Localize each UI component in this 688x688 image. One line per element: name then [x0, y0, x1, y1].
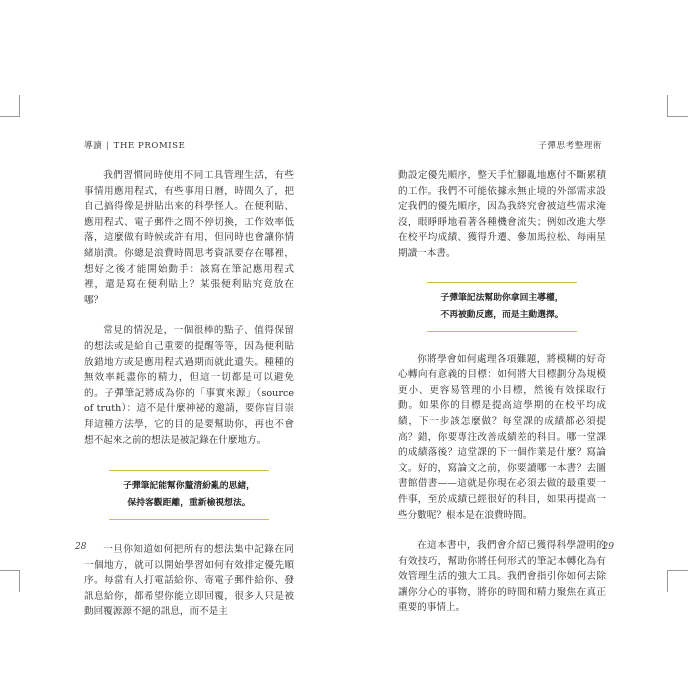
right-page-number: 29: [602, 542, 614, 552]
pull-quote-top-rule: [427, 282, 577, 283]
pull-quote-line-2: 保持客觀距離，重新檢視想法。: [127, 498, 251, 509]
left-paragraph-3: 一旦你知道如何把所有的想法集中記錄在同一個地方，就可以開始學習如何有效排定優先順序。每當有人打電話給你、寄電子郵件給你、發訊息給你，都希望你能立即回覆，很多人只是被動回覆源源不絕的訊息，而不是主: [84, 544, 294, 618]
chapter-title: THE PROMISE: [113, 141, 186, 151]
right-paragraph-2: 你將學會如何處理各項難題，將模糊的好奇心轉向有意義的目標：如何將大目標劃分為規模更小、更容易管理的小目標，然後有效採取行動。如果你的目標是提高這學期的在校平均成績，下一步該怎麼做？每堂課的成績都必須提高？錯，你要專注改善成績差的科目。哪一堂課的成績落後？這堂課的下一個作業是什麼？寫論文。好的，寫論文之前，你要讀哪一本書？去圖書館借書——這就是你現在必須去做的最重要一件事，至於成績已經很好的科目，如果再提高一些分數呢？根本是在浪費時間。: [398, 353, 606, 521]
right-page-body: [398, 168, 606, 616]
running-head-separator: |: [106, 141, 110, 151]
left-paragraph-2: 常見的情況是，一個很棒的點子、值得保留的想法或是給自己重要的提醒等等，因為便利貼放錯地方或是應用程式過期而就此遺失。種種的無效率耗盡你的精力，但這一切都是可以避免的。子彈筆記將成為你的「事實來源」（source of truth）：這不是什麼神祕的邀請，要你盲目崇拜這種方法學，它的目的是要幫助你，再也不會想不起來之前的想法是被記錄在什麼地方。: [84, 325, 294, 446]
chapter-label: 導讀: [84, 141, 103, 151]
right-running-head: 子彈思考整理術: [538, 141, 602, 151]
pull-quote-bottom-rule: [109, 519, 269, 520]
left-paragraph-1: 我們習慣同時使用不同工具管理生活，有些事情用應用程式，有些事用日曆，時間久了，把自己搞得像是拼貼出來的科學怪人。在便利貼、應用程式、電子郵件之間不停切換，工作效率低落，這麼做有時候或許有用，但同時也會讓你情緒崩潰。你總是浪費時間思考資訊要存在哪裡，想好之後才能開始動手：該寫在筆記應用程式裡，還是寫在便利貼上？某張便利貼究竟放在哪？: [84, 170, 294, 306]
pull-quote-line-2: 不再被動反應，而是主動選擇。: [440, 309, 564, 320]
left-running-head: [84, 139, 185, 151]
right-paragraph-3: 在這本書中，我們會介紹已獲得科學證明的有效技巧，幫助你將任何形式的筆記本轉化為有效管理生活的強大工具。我們會指引你如何去除讓你分心的事物，將你的時間和精力聚焦在真正重要的事情上。: [398, 540, 606, 614]
pull-quote-line-1: 子彈筆記能幫你釐清紛亂的思緒，: [123, 481, 255, 492]
pull-quote-bottom-rule: [427, 331, 577, 332]
pull-quote-line-1: 子彈筆記法幫助你拿回主導權，: [440, 292, 564, 303]
right-paragraph-1: 動設定優先順序，整天手忙腳亂地應付不斷累積的工作。我們不可能依據永無止境的外部需求設定我們的優先順序，因為我終究會被這些需求淹沒，眼睜睜地看著各種機會流失；例如改進大學在校平均成績、獲得升遷、參加馬拉松、每兩星期讀一本書。: [398, 170, 606, 259]
pull-quote-top-rule: [109, 470, 269, 471]
left-page-body: [84, 168, 294, 620]
left-pull-quote: [109, 470, 269, 520]
right-pull-quote: [427, 282, 577, 332]
left-page-number: 28: [75, 542, 87, 552]
